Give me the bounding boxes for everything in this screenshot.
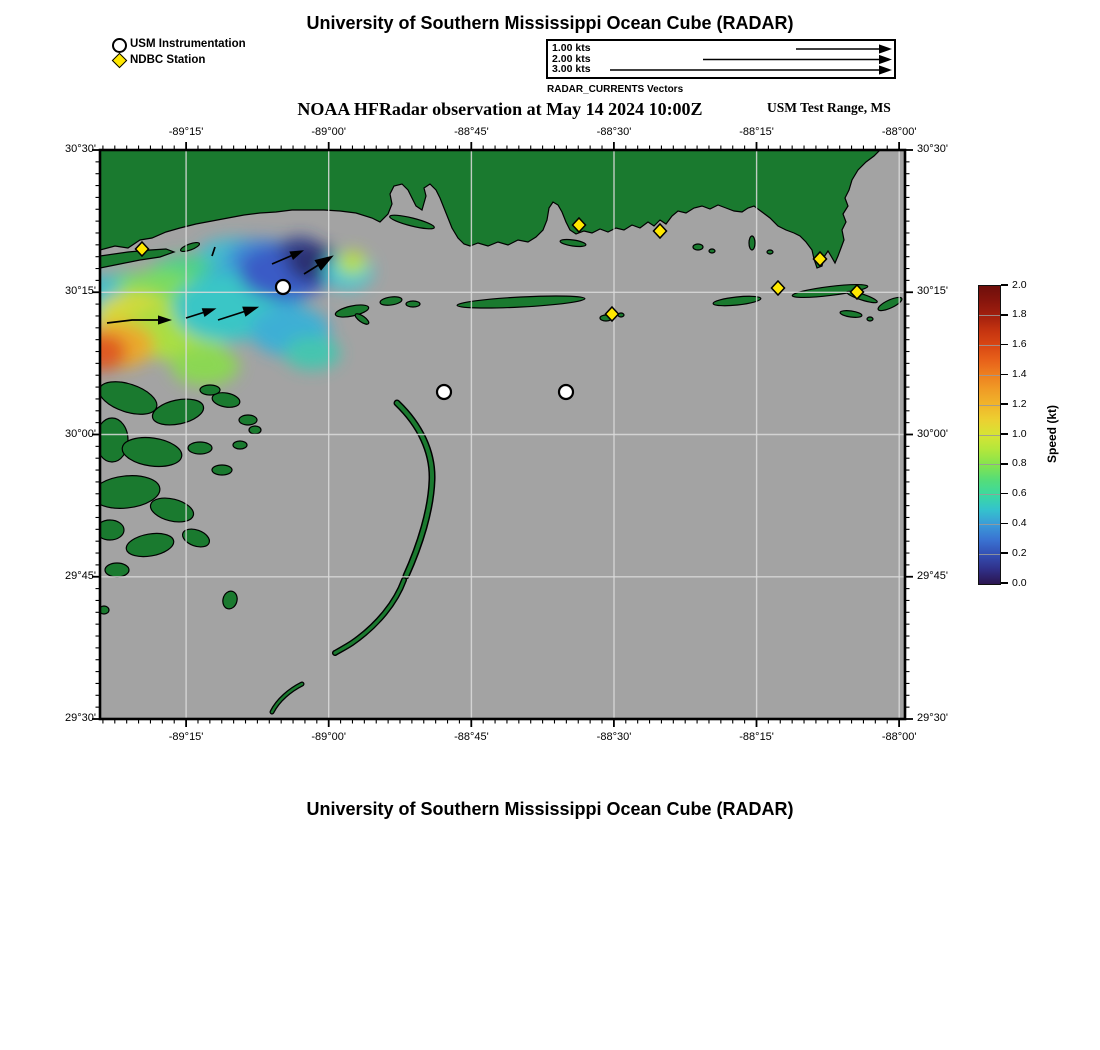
- region-label: USM Test Range, MS: [767, 100, 891, 115]
- hfradar-map: [88, 136, 917, 733]
- usm-station-marker: [276, 280, 290, 294]
- colorbar-tick: [1001, 314, 1008, 316]
- colorbar-inner-line: [979, 315, 1000, 316]
- colorbar-tick: [1001, 582, 1008, 584]
- lat-label-left-0: 30°30': [65, 143, 96, 155]
- colorbar-tick: [1001, 493, 1008, 495]
- vector-scale-head: [879, 55, 892, 64]
- lon-label-bottom-3: -88°30': [596, 731, 632, 743]
- colorbar-tick-label: 1.0: [1012, 427, 1027, 440]
- ndbc-diamond-icon: [112, 53, 128, 69]
- colorbar-tick-label: 0.4: [1012, 516, 1027, 529]
- vector-scale-3kt-label: 3.00 kts: [552, 63, 591, 75]
- colorbar-inner-line: [979, 494, 1000, 495]
- colorbar-tick-label: 1.8: [1012, 308, 1027, 321]
- usm-circle-icon: [112, 38, 127, 53]
- colorbar-tick-label: 2.0: [1012, 278, 1027, 291]
- colorbar-inner-line: [979, 464, 1000, 465]
- colorbar-tick-label: 1.2: [1012, 397, 1027, 410]
- colorbar-tick-label: 0.6: [1012, 487, 1027, 500]
- colorbar-tick-label: 1.6: [1012, 338, 1027, 351]
- footer-title: University of Southern Mississippi Ocean Cube (RADAR): [306, 799, 794, 819]
- colorbar-tick-label: 0.8: [1012, 457, 1027, 470]
- usm-station-marker: [437, 385, 451, 399]
- vector-scale-head: [879, 65, 892, 74]
- speed-field-blob: [171, 346, 239, 386]
- speed-field-blob: [284, 336, 340, 370]
- speed-field-blob: [337, 251, 367, 275]
- vector-scale-arrows: [548, 41, 894, 77]
- colorbar-inner-line: [979, 524, 1000, 525]
- vector-scale-head: [879, 44, 892, 53]
- ndbc-legend-label: NDBC Station: [130, 54, 206, 66]
- colorbar-tick: [1001, 344, 1008, 346]
- lon-label-top-4: -88°15': [739, 126, 774, 138]
- lon-label-top-3: -88°30': [596, 126, 632, 138]
- colorbar-title: Speed (kt): [1045, 405, 1059, 464]
- colorbar-tick-label: 1.4: [1012, 367, 1027, 380]
- vector-scale-2kt-label: 2.00 kts: [552, 52, 591, 65]
- lat-label-left-2: 30°00': [65, 427, 96, 440]
- lat-label-right-3: 29°45': [917, 569, 948, 582]
- colorbar-tick-label: 0.0: [1012, 576, 1027, 589]
- lat-label-left-3: 29°45': [65, 569, 96, 582]
- lat-label-right-4: 29°30': [917, 712, 948, 724]
- colorbar-inner-line: [979, 375, 1000, 376]
- lon-label-top-1: -89°00': [311, 126, 346, 138]
- lat-label-right-0: 30°30': [917, 143, 948, 155]
- lon-label-bottom-4: -88°15': [739, 731, 774, 743]
- colorbar-tick: [1001, 403, 1008, 405]
- lat-label-left-4: 29°30': [65, 712, 96, 724]
- lat-label-left-1: 30°15': [65, 285, 96, 298]
- vector-legend-caption: RADAR_CURRENTS Vectors: [547, 84, 684, 95]
- colorbar-inner-line: [979, 405, 1000, 406]
- colorbar: [978, 285, 1001, 585]
- colorbar-tick: [1001, 284, 1008, 286]
- lon-label-top-2: -88°45': [454, 126, 489, 138]
- vector-scale-1kt-label: 1.00 kts: [552, 42, 591, 54]
- lon-label-bottom-5: -88°00': [881, 731, 917, 743]
- colorbar-tick-label: 0.2: [1012, 546, 1027, 559]
- lon-label-bottom-1: -89°00': [311, 731, 346, 743]
- lat-label-right-1: 30°15': [917, 285, 948, 298]
- lon-label-bottom-2: -88°45': [454, 731, 489, 743]
- colorbar-tick: [1001, 374, 1008, 376]
- colorbar-inner-line: [979, 345, 1000, 346]
- page-title: University of Southern Mississippi Ocean Cube (RADAR): [306, 13, 794, 33]
- colorbar-tick: [1001, 552, 1008, 554]
- colorbar-tick: [1001, 523, 1008, 525]
- lon-label-bottom-0: -89°15': [168, 731, 204, 743]
- colorbar-inner-line: [979, 554, 1000, 555]
- vector-scale-legend: [546, 39, 896, 79]
- colorbar-inner-line: [979, 435, 1000, 436]
- usm-station-marker: [559, 385, 573, 399]
- lon-label-top-0: -89°15': [168, 126, 204, 138]
- colorbar-tick: [1001, 463, 1008, 465]
- lat-label-right-2: 30°00': [917, 427, 948, 440]
- colorbar-tick: [1001, 433, 1008, 435]
- usm-legend-label: USM Instrumentation: [130, 38, 246, 50]
- lon-label-top-5: -88°00': [881, 126, 917, 138]
- observation-subtitle: NOAA HFRadar observation at May 14 2024 10:00Z: [297, 99, 703, 119]
